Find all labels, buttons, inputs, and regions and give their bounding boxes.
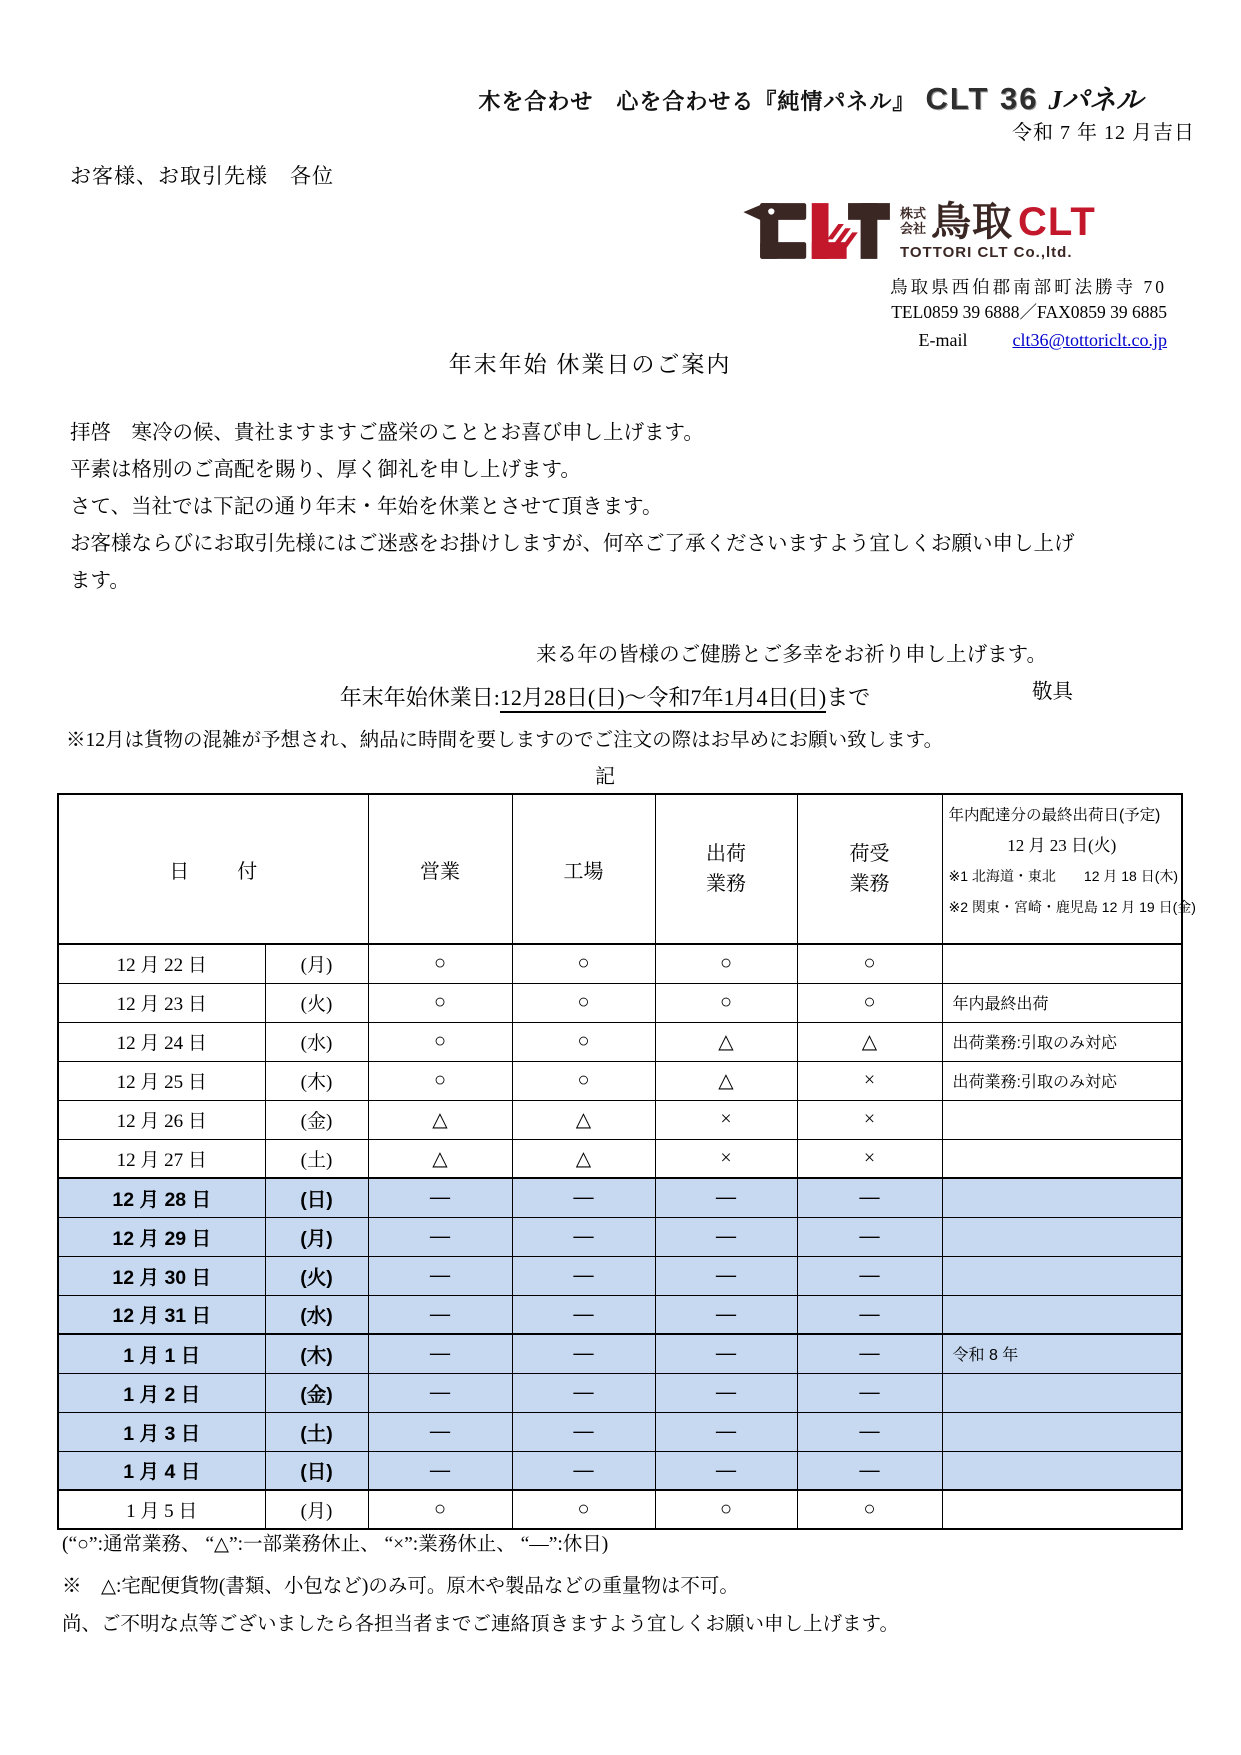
- table-row: [58, 1217, 1182, 1256]
- receiving-cell: ―: [797, 1412, 942, 1451]
- tel-fax-line: TEL0859 39 6888／FAX0859 39 6885: [891, 302, 1167, 322]
- table-row: [58, 1100, 1182, 1139]
- receiving-cell: ―: [797, 1178, 942, 1217]
- header-shipping-line2: 業務: [706, 873, 746, 895]
- shipping-cell: ○: [655, 1490, 797, 1529]
- table-row: [58, 1451, 1182, 1490]
- logo-wordmark: [900, 199, 1096, 261]
- header-receiving-line1: 荷受: [849, 843, 890, 865]
- date-cell: 12 月 25 日: [58, 1061, 265, 1100]
- slogan-text: 木を合わせ 心を合わせる『純情パネル』: [478, 89, 916, 114]
- weekday-cell: (火): [265, 983, 368, 1022]
- date-cell: 12 月 29 日: [58, 1217, 265, 1256]
- note-cell: [942, 1178, 1182, 1217]
- date-cell: 12 月 30 日: [58, 1256, 265, 1295]
- company-logo: [742, 196, 1096, 266]
- weekday-cell: (金): [265, 1100, 368, 1139]
- sales-cell: ―: [368, 1178, 512, 1217]
- table-row: [58, 1061, 1182, 1100]
- kabushiki-text: 株式: [900, 206, 927, 222]
- weekday-cell: (金): [265, 1373, 368, 1412]
- kaisha-text: 会社: [900, 220, 927, 236]
- factory-cell: ○: [512, 983, 655, 1022]
- document-date: 令和 7 年 12 月吉日: [1012, 122, 1195, 144]
- header-receiving: [797, 794, 942, 944]
- date-cell: 12 月 23 日: [58, 983, 265, 1022]
- shipping-cell: ―: [655, 1256, 797, 1295]
- date-cell: 1 月 4 日: [58, 1451, 265, 1490]
- table-row: [58, 1412, 1182, 1451]
- factory-cell: ○: [512, 1022, 655, 1061]
- receiving-cell: ○: [797, 1490, 942, 1529]
- receiving-cell: ―: [797, 1295, 942, 1334]
- table-row: [58, 1178, 1182, 1217]
- contact-note: 尚、ご不明な点等ございましたら各担当者までご連絡頂きますよう宜しくお願い申し上げます。: [62, 1614, 899, 1635]
- table-row: [58, 1490, 1182, 1529]
- company-slogan: [478, 78, 1143, 117]
- note-cell: [942, 1295, 1182, 1334]
- note-cell: 出荷業務:引取のみ対応: [942, 1061, 1182, 1100]
- holiday-schedule-table: [57, 793, 1196, 1530]
- weekday-cell: (木): [265, 1061, 368, 1100]
- receiving-cell: ―: [797, 1373, 942, 1412]
- date-cell: 1 月 3 日: [58, 1412, 265, 1451]
- note-cell: [942, 1412, 1182, 1451]
- factory-cell: ―: [512, 1412, 655, 1451]
- holiday-period-range: 12月28日(日)〜令和7年1月4日(日): [500, 685, 826, 713]
- note-cell: [942, 1490, 1182, 1529]
- header-notes: [942, 794, 1196, 944]
- header-date: 日 付: [58, 794, 368, 944]
- shipping-cell: ―: [655, 1295, 797, 1334]
- triangle-note: ※ △:宅配便貨物(書類、小包など)のみ可。原木や製品などの重量物は不可。: [62, 1576, 739, 1597]
- body-paragraph: 拝啓 寒冷の候、貴社ますますご盛栄のこととお喜び申し上げます。: [70, 422, 704, 444]
- factory-cell: ―: [512, 1451, 655, 1490]
- sales-cell: ―: [368, 1451, 512, 1490]
- factory-cell: ―: [512, 1178, 655, 1217]
- factory-cell: ―: [512, 1334, 655, 1373]
- receiving-cell: ○: [797, 983, 942, 1022]
- weekday-cell: (水): [265, 1295, 368, 1334]
- receiving-cell: ×: [797, 1100, 942, 1139]
- table-row: [58, 1022, 1182, 1061]
- clt-text: CLT: [1018, 199, 1096, 244]
- sales-cell: ○: [368, 1022, 512, 1061]
- symbol-legend: (“○”:通常業務、 “△”:一部業務休止、 “×”:業務休止、 “―”:休日): [62, 1534, 609, 1555]
- receiving-cell: ×: [797, 1139, 942, 1178]
- table-row: [58, 1334, 1182, 1373]
- date-cell: 1 月 2 日: [58, 1373, 265, 1412]
- header-sales: 営業: [368, 794, 512, 944]
- table-row: [58, 1295, 1182, 1334]
- notes-header-line2: 12 月 23 日(火): [1007, 836, 1117, 855]
- recipient-line: お客様、お取引先様 各位: [70, 164, 334, 188]
- email-label: E-mail: [918, 330, 968, 350]
- email-link[interactable]: clt36@tottoriclt.co.jp: [1012, 330, 1167, 350]
- shipping-cell: ○: [655, 944, 797, 983]
- shipping-cell: △: [655, 1061, 797, 1100]
- weekday-cell: (月): [265, 1217, 368, 1256]
- weekday-cell: (日): [265, 1178, 368, 1217]
- weekday-cell: (木): [265, 1334, 368, 1373]
- letter-body: [70, 415, 1075, 711]
- table-row: [58, 1373, 1182, 1412]
- date-cell: 12 月 27 日: [58, 1139, 265, 1178]
- shipping-cell: ×: [655, 1100, 797, 1139]
- header-shipping: [655, 794, 797, 944]
- factory-cell: ―: [512, 1256, 655, 1295]
- ki-marker: 記: [595, 766, 615, 788]
- holiday-period-suffix: まで: [826, 685, 871, 710]
- date-cell: 12 月 26 日: [58, 1100, 265, 1139]
- shipping-cell: ―: [655, 1412, 797, 1451]
- address-line: 鳥取県西伯郡南部町法勝寺 70: [890, 277, 1167, 297]
- date-cell: 12 月 28 日: [58, 1178, 265, 1217]
- weekday-cell: (土): [265, 1139, 368, 1178]
- page-title: 年末年始 休業日のご案内: [448, 352, 732, 377]
- note-cell: [942, 1100, 1182, 1139]
- sales-cell: ―: [368, 1334, 512, 1373]
- receiving-cell: ―: [797, 1217, 942, 1256]
- shipping-cell: ×: [655, 1139, 797, 1178]
- receiving-cell: ―: [797, 1334, 942, 1373]
- factory-cell: ○: [512, 1490, 655, 1529]
- sales-cell: ○: [368, 1490, 512, 1529]
- sales-cell: △: [368, 1100, 512, 1139]
- note-cell: [942, 1139, 1182, 1178]
- receiving-cell: ○: [797, 944, 942, 983]
- sales-cell: ○: [368, 983, 512, 1022]
- header-factory: 工場: [512, 794, 655, 944]
- date-cell: 12 月 24 日: [58, 1022, 265, 1061]
- receiving-cell: ―: [797, 1451, 942, 1490]
- notes-header-line4: ※2 関東・宮崎・鹿児島 12 月 19 日(金): [948, 899, 1196, 915]
- note-cell: [942, 1451, 1182, 1490]
- jpanel-logotype: Jパネル: [1048, 85, 1143, 115]
- factory-cell: ○: [512, 944, 655, 983]
- holiday-period-prefix: 年末年始休業日:: [339, 685, 500, 710]
- table-header-row: [58, 794, 1182, 944]
- sales-cell: ○: [368, 1061, 512, 1100]
- shipping-cell: △: [655, 1022, 797, 1061]
- tottori-text: 鳥取: [931, 199, 1014, 244]
- shipping-cell: ―: [655, 1451, 797, 1490]
- sales-cell: ―: [368, 1217, 512, 1256]
- sales-cell: △: [368, 1139, 512, 1178]
- shipping-cell: ○: [655, 983, 797, 1022]
- factory-cell: ―: [512, 1217, 655, 1256]
- sales-cell: ―: [368, 1373, 512, 1412]
- sales-cell: ―: [368, 1295, 512, 1334]
- kabushiki-kaisha-label: [900, 207, 926, 236]
- note-cell: 出荷業務:引取のみ対応: [942, 1022, 1182, 1061]
- clt-bird-logo-icon: [742, 196, 892, 266]
- factory-cell: △: [512, 1139, 655, 1178]
- logo-subtitle: TOTTORI CLT Co.,ltd.: [900, 243, 1073, 261]
- weekday-cell: (日): [265, 1451, 368, 1490]
- note-cell: [942, 1373, 1182, 1412]
- weekday-cell: (月): [265, 1490, 368, 1529]
- body-paragraph: 平素は格別のご高配を賜り、厚く御礼を申し上げます。: [70, 459, 581, 481]
- table-row: [58, 983, 1182, 1022]
- receiving-cell: ×: [797, 1061, 942, 1100]
- body-paragraph-wish: 来る年の皆様のご健勝とご多幸をお祈り申し上げます。: [536, 644, 1047, 666]
- weekday-cell: (月): [265, 944, 368, 983]
- logo-company-name: [900, 199, 1096, 244]
- notes-header-line3: ※1 北海道・東北 12 月 18 日(木): [948, 868, 1179, 884]
- note-cell: [942, 944, 1182, 983]
- table-row: [58, 1256, 1182, 1295]
- factory-cell: ―: [512, 1373, 655, 1412]
- receiving-cell: △: [797, 1022, 942, 1061]
- company-address-block: [890, 276, 1167, 352]
- keigu-closing: 敬具: [1032, 681, 1073, 703]
- holiday-period-line: [30, 681, 1180, 712]
- weekday-cell: (水): [265, 1022, 368, 1061]
- clt36-logotype: CLT 36: [925, 81, 1039, 116]
- body-paragraph: お客様ならびにお取引先様にはご迷惑をお掛けしますが、何卒ご了承くださいますよう宜しくお願い申し上げます。: [70, 533, 1075, 592]
- table-row: [58, 944, 1182, 983]
- sales-cell: ○: [368, 944, 512, 983]
- header-shipping-line1: 出荷: [706, 843, 746, 865]
- table-row: [58, 1139, 1182, 1178]
- shipping-cell: ―: [655, 1373, 797, 1412]
- shipping-cell: ―: [655, 1178, 797, 1217]
- body-paragraph: さて、当社では下記の通り年末・年始を休業とさせて頂きます。: [70, 496, 663, 518]
- factory-cell: ―: [512, 1295, 655, 1334]
- sales-cell: ―: [368, 1256, 512, 1295]
- note-cell: 令和 8 年: [942, 1334, 1182, 1373]
- schedule-table-body: [58, 944, 1182, 1529]
- shipping-cell: ―: [655, 1217, 797, 1256]
- shipping-cell: ―: [655, 1334, 797, 1373]
- receiving-cell: ―: [797, 1256, 942, 1295]
- congestion-note: ※12月は貨物の混雑が予想され、納品に時間を要しますのでご注文の際はお早めにお願い致します。: [66, 730, 944, 751]
- note-cell: [942, 1217, 1182, 1256]
- factory-cell: △: [512, 1100, 655, 1139]
- date-cell: 1 月 5 日: [58, 1490, 265, 1529]
- weekday-cell: (土): [265, 1412, 368, 1451]
- date-cell: 1 月 1 日: [58, 1334, 265, 1373]
- sales-cell: ―: [368, 1412, 512, 1451]
- notes-header-line1: 年内配達分の最終出荷日(予定): [948, 807, 1161, 824]
- date-cell: 12 月 31 日: [58, 1295, 265, 1334]
- note-cell: 年内最終出荷: [942, 983, 1182, 1022]
- weekday-cell: (火): [265, 1256, 368, 1295]
- note-cell: [942, 1256, 1182, 1295]
- date-cell: 12 月 22 日: [58, 944, 265, 983]
- factory-cell: ○: [512, 1061, 655, 1100]
- header-receiving-line2: 業務: [849, 873, 890, 895]
